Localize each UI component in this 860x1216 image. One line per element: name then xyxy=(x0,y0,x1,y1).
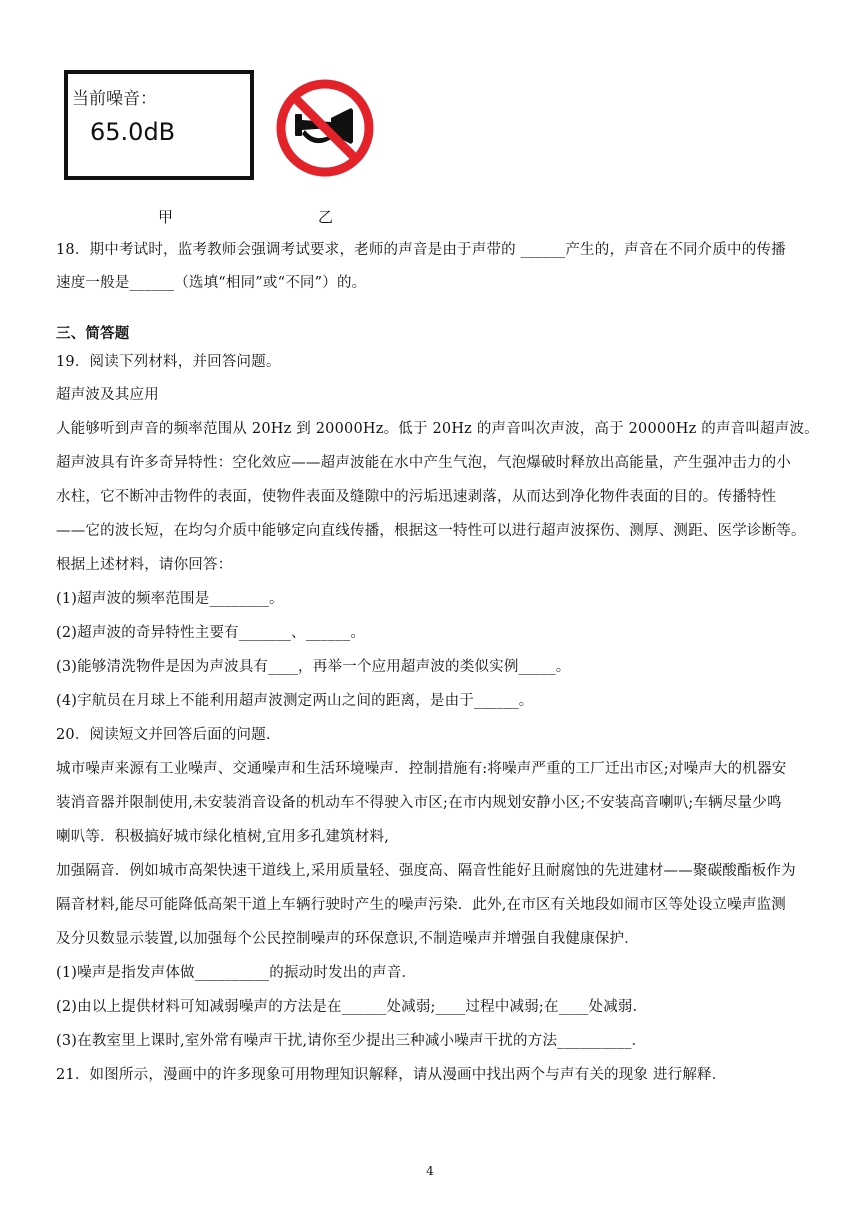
sub-question: (3)能够清洗物件是因为声波具有____，再举一个应用超声波的类似实例_____。 xyxy=(56,659,571,675)
passage-line: 城市噪声来源有工业噪声、交通噪声和生活环境噪声．控制措施有:将噪声严重的工厂迁出市区;对噪声大的机器安 xyxy=(56,761,787,777)
question-18-line-1: 18．期中考试时，监考教师会强调考试要求，老师的声音是由于声带的 ______产生的，声音在不同介质中的传播 xyxy=(56,242,786,258)
sub-question: (3)在教室里上课时,室外常有噪声干扰,请你至少提出三种减小噪声干扰的方法__________． xyxy=(56,1033,647,1049)
passage-line: 加强隔音．例如城市高架快速干道线上,采用质量轻、强度高、隔音性能好且耐腐蚀的先进建材——聚碳酸酯板作为 xyxy=(56,863,796,879)
passage-line: 及分贝数显示装置,以加强每个公民控制噪声的环保意识,不制造噪声并增强自我健康保护． xyxy=(56,931,639,947)
passage-line: 装消音器并限制使用,未安装消音设备的机动车不得驶入市区;在市内规划安静小区;不安装高音喇叭;车辆尽量少鸣 xyxy=(56,795,782,811)
meter-value: 65.0dB xyxy=(90,118,176,146)
noise-meter-display xyxy=(64,70,254,180)
passage-title: 超声波及其应用 xyxy=(56,387,159,403)
passage-line: 人能够听到声音的频率范围从 20Hz 到 20000Hz。低于 20Hz 的声音叫次声波，高于 20000Hz 的声音叫超声波。 xyxy=(56,421,819,437)
passage-line: 超声波具有许多奇异特性：空化效应——超声波能在水中产生气泡，气泡爆破时释放出高能量，产生强冲击力的小 xyxy=(56,455,791,471)
question-19-title: 19．阅读下列材料，并回答问题。 xyxy=(56,354,281,370)
section-heading: 三、简答题 xyxy=(56,325,130,342)
passage-line: 根据上述材料，请你回答： xyxy=(56,557,233,573)
page-number: 4 xyxy=(426,1164,434,1178)
figure-caption-jia: 甲 xyxy=(158,208,174,226)
sub-question: (4)宇航员在月球上不能利用超声波测定两山之间的距离，是由于______。 xyxy=(56,693,534,709)
sub-question: (1)噪声是指发声体做__________的振动时发出的声音． xyxy=(56,965,417,981)
sub-question: (2)超声波的奇异特性主要有_______、______。 xyxy=(56,625,366,641)
passage-line: ——它的波长短，在均匀介质中能够定向直线传播，根据这一特性可以进行超声波探伤、测厚、测距、医学诊断等。 xyxy=(56,523,806,539)
passage-line: 隔音材料,能尽可能降低高架干道上车辆行驶时产生的噪声污染．此外,在市区有关地段如闹市区等处设立噪声监测 xyxy=(56,897,786,913)
no-horn-sign-icon xyxy=(275,78,375,178)
sub-question: (1)超声波的频率范围是________。 xyxy=(56,591,284,607)
meter-label: 当前噪音： xyxy=(72,89,157,109)
figure-caption-yi: 乙 xyxy=(318,208,334,226)
passage-line: 水柱，它不断冲击物件的表面，使物件表面及缝隙中的污垢迅速剥落，从而达到净化物件表面的目的。传播特性 xyxy=(56,489,777,505)
question-20-title: 20．阅读短文并回答后面的问题． xyxy=(56,727,281,743)
sub-question: (2)由以上提供材料可知减弱噪声的方法是在______处减弱;____过程中减弱;在____处减弱． xyxy=(56,999,648,1015)
question-18-line-2: 速度一般是______（选填“相同”或“不同”）的。 xyxy=(56,275,367,291)
passage-line: 喇叭等．积极搞好城市绿化植树,宜用多孔建筑材料, xyxy=(56,829,390,845)
question-21-title: 21．如图所示，漫画中的许多现象可用物理知识解释，请从漫画中找出两个与声有关的现象 进行解释． xyxy=(56,1067,727,1083)
